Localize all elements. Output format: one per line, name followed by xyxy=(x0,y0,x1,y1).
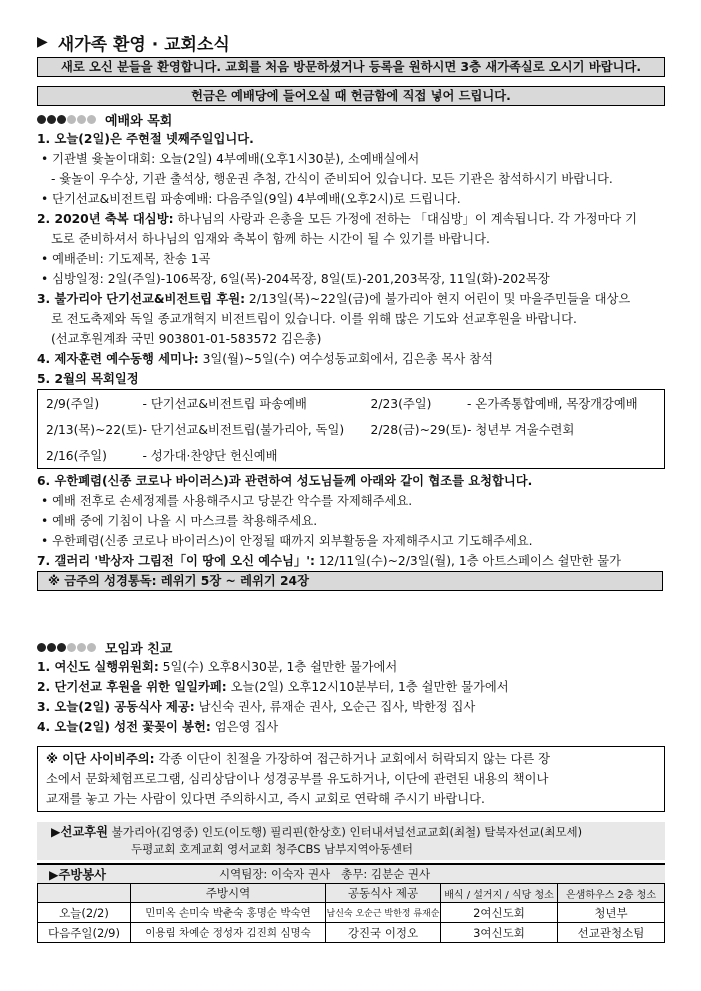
worship-item-2-cont: 도로 준비하셔서 하나님의 임재와 축복이 함께 하는 시간이 될 수 있기를 바랍니다. xyxy=(51,232,490,246)
worship-item-1c: • 단기선교&비전트립 파송예배: 다음주일(9일) 4부예배(오후2시)로 드립니다. xyxy=(41,192,461,206)
kitchen-cell: 남신숙 오순근 박한정 류재순 xyxy=(326,903,441,923)
kitchen-col-header: 주방시역 xyxy=(131,884,326,903)
schedule-date xyxy=(371,442,468,468)
dots-icon xyxy=(37,115,97,124)
schedule-event: - 온가족통합예배, 목장개강예배 xyxy=(467,397,638,411)
schedule-event: - 단기선교&비전트립 파송예배 xyxy=(142,397,307,411)
kitchen-label: ▶주방봉사 xyxy=(49,868,106,882)
worship-item-6a: • 예배 전후로 손세정제를 사용해주시고 당분간 악수를 자제해주세요. xyxy=(41,494,413,508)
fellowship-item-4-text: 엄은영 집사 xyxy=(210,720,279,734)
worship-heading-text: 예배와 목회 xyxy=(105,113,173,129)
kitchen-cell: 다음주일(2/9) xyxy=(38,923,131,943)
section-title xyxy=(37,30,665,54)
kitchen-cell: 민미옥 손미숙 박춘숙 홍명순 박숙연 xyxy=(131,903,326,923)
title-text: 새가족 환영 · 교회소식 xyxy=(57,34,230,55)
schedule-row xyxy=(46,416,656,442)
warning-text-1: 각종 이단이 친절을 가장하여 접근하거나 교회에서 허락되지 않는 다른 장 xyxy=(154,752,551,766)
schedule-event xyxy=(467,442,656,468)
worship-item-1: 1. 오늘(2일)은 주현절 넷째주일입니다. xyxy=(37,132,254,146)
kitchen-col-header: 은샘하우스 2층 청소 xyxy=(558,884,665,903)
kitchen-cell: 오늘(2/2) xyxy=(38,903,131,923)
fellowship-heading xyxy=(37,637,665,657)
offering-box xyxy=(37,86,665,106)
kitchen-col-header: 배식 / 설거지 / 식당 청소 xyxy=(441,884,558,903)
fellowship-item-1-text: 5일(수) 오후8시30분, 1층 쉴만한 물가에서 xyxy=(158,660,398,674)
schedule-event: - 단기선교&비전트립(불가리아, 독일) xyxy=(142,423,345,437)
schedule-event: - 청년부 겨울수련회 xyxy=(467,423,575,437)
worship-item-7 xyxy=(37,551,665,571)
kitchen-table-header xyxy=(38,884,665,903)
kitchen-col-header xyxy=(38,884,131,903)
kitchen-cell: 선교관청소팀 xyxy=(558,923,665,943)
welcome-text: 새로 오신 분들을 환영합니다. 교회를 처음 방문하셨거나 등록을 원하시면 3층 새가족실로 오시기 바랍니다. xyxy=(60,60,642,74)
worship-item-4-text: 3일(월)~5일(수) 여수성동교회에서, 김은총 목사 참석 xyxy=(198,352,493,366)
worship-item-3-text: 2/13일(목)~22일(금)에 불가리아 현지 어린이 및 마을주민들을 대상으 xyxy=(245,292,631,306)
kitchen-cell: 3여신도회 xyxy=(441,923,558,943)
kitchen-row xyxy=(38,903,665,923)
kitchen-header xyxy=(37,863,665,883)
triangle-icon: ▶ xyxy=(37,34,48,50)
schedule-box xyxy=(37,389,665,469)
worship-item-2b: • 심방일정: 2일(주일)-106목장, 6일(목)-204목장, 8일(토)-201,203목장, 11일(화)-202목장 xyxy=(41,272,550,286)
dots-icon xyxy=(37,643,97,652)
missions-text-1: 불가리아(김영중) 인도(이도행) 필리핀(한상호) 인터내셔널선교교회(최철) 탈북자선교(최모세) xyxy=(111,825,583,839)
fellowship-item-2-label: 2. 단기선교 후원을 위한 일일카페: xyxy=(37,680,227,694)
schedule-row xyxy=(46,390,656,416)
kitchen-cell: 이용림 차예순 정성자 김진희 심명숙 xyxy=(131,923,326,943)
kitchen-table xyxy=(37,883,665,943)
bible-reading-box xyxy=(37,571,663,591)
warning-line-1 xyxy=(46,749,656,769)
worship-item-6: 6. 우한폐렴(신종 코로나 바이러스)과 관련하여 성도님들께 아래와 같이 협조를 요청합니다. xyxy=(37,474,533,488)
heresy-warning-box xyxy=(37,746,665,812)
welcome-box xyxy=(37,57,665,77)
missions-box xyxy=(37,822,665,860)
worship-item-1b: - 윷놀이 우수상, 기관 출석상, 행운권 추첨, 간식이 준비되어 있습니다. 모든 기관은 참석하시기 바랍니다. xyxy=(51,172,613,186)
worship-item-3 xyxy=(37,289,665,309)
schedule-event: - 성가대·찬양단 헌신예배 xyxy=(142,449,278,463)
bible-reading-text: ※ 금주의 성경통독: 레위기 5장 ~ 레위기 24장 xyxy=(48,574,309,588)
schedule-date: 2/23(주일) xyxy=(370,397,432,411)
schedule-row xyxy=(46,442,656,468)
warning-line-2: 소에서 문화체험프로그램, 심리상담이나 성경공부를 유도하거나, 이단에 관련된 내용의 책이나 xyxy=(46,772,549,786)
fellowship-item-3-label: 3. 오늘(2일) 공동식사 제공: xyxy=(37,700,195,714)
warning-line-3: 교재를 놓고 가는 사람이 있다면 주의하시고, 즉시 교회로 연락해 주시기 바랍니다. xyxy=(46,792,485,806)
worship-item-2a: • 예배준비: 기도제목, 찬송 1곡 xyxy=(41,252,211,266)
worship-item-3-account: (선교후원계좌 국민 903801-01-583572 김은총) xyxy=(51,332,322,346)
worship-item-3-label: 3. 불가리아 단기선교&비전트립 후원: xyxy=(37,292,246,306)
worship-item-2-text: 하나님의 사랑과 은총을 모든 가정에 전하는 「대심방」이 계속됩니다. 각 가정마다 기 xyxy=(173,212,638,226)
fellowship-item-4 xyxy=(37,717,665,737)
fellowship-item-3-text: 남신숙 권사, 류재순 권사, 오순근 집사, 박한정 집사 xyxy=(194,700,476,714)
bulletin-page xyxy=(37,30,665,943)
kitchen-cell: 강진국 이정오 xyxy=(326,923,441,943)
worship-item-1a: • 기관별 윷놀이대회: 오늘(2일) 4부예배(오후1시30분), 소예배실에서 xyxy=(41,152,420,166)
worship-item-3-cont: 로 전도축제와 독일 종교개혁지 비전트립이 있습니다. 이를 위해 많은 기도와 선교후원을 바랍니다. xyxy=(51,312,577,326)
missions-text-2: 두평교회 호계교회 영서교회 청주CBS 남부지역아동센터 xyxy=(131,842,414,856)
fellowship-item-3 xyxy=(37,697,665,717)
missions-label: ▶선교후원 xyxy=(51,825,108,839)
worship-item-2-label: 2. 2020년 축복 대심방: xyxy=(37,212,174,226)
worship-item-6c: • 우한폐렴(신종 코로나 바이러스)이 안정될 때까지 외부활동을 자제해주시고 기도해주세요. xyxy=(41,534,533,548)
schedule-date: 2/16(주일) xyxy=(46,449,107,463)
kitchen-col-header: 공동식사 제공 xyxy=(326,884,441,903)
fellowship-item-1-label: 1. 여신도 실행위원회: xyxy=(37,660,159,674)
kitchen-cell: 청년부 xyxy=(558,903,665,923)
schedule-table xyxy=(46,390,656,468)
worship-heading xyxy=(37,109,665,129)
worship-item-7-label: 7. 갤러리 '박상자 그림전「이 땅에 오신 예수님」': xyxy=(37,554,315,568)
schedule-date: 2/13(목)~22(토) xyxy=(46,423,143,437)
missions-line-1 xyxy=(51,824,665,841)
fellowship-item-2 xyxy=(37,677,665,697)
worship-item-2 xyxy=(37,209,665,229)
schedule-date: 2/28(금)~29(토) xyxy=(370,423,468,437)
fellowship-item-1 xyxy=(37,657,665,677)
fellowship-heading-text: 모임과 친교 xyxy=(105,641,173,657)
warning-label: ※ 이단 사이비주의: xyxy=(46,752,155,766)
worship-item-7-text: 12/11일(수)~2/3일(월), 1층 아트스페이스 쉴만한 물가 xyxy=(314,554,621,568)
kitchen-leaders: 시역팀장: 이숙자 권사 총무: 김분순 권사 xyxy=(219,867,431,881)
worship-item-4-label: 4. 제자훈련 예수동행 세미나: xyxy=(37,352,199,366)
kitchen-row xyxy=(38,923,665,943)
fellowship-item-4-label: 4. 오늘(2일) 성전 꽃꽂이 봉헌: xyxy=(37,720,211,734)
kitchen-cell: 2여신도회 xyxy=(441,903,558,923)
worship-item-6b: • 예배 중에 기침이 나올 시 마스크를 착용해주세요. xyxy=(41,514,318,528)
worship-item-5: 5. 2월의 목회일정 xyxy=(37,372,139,386)
worship-item-4 xyxy=(37,349,665,369)
offering-text: 헌금은 예배당에 들어오실 때 헌금함에 직접 넣어 드립니다. xyxy=(191,89,511,103)
fellowship-item-2-text: 오늘(2일) 오후12시10분부터, 1층 쉴만한 물가에서 xyxy=(226,680,509,694)
schedule-date: 2/9(주일) xyxy=(46,397,100,411)
